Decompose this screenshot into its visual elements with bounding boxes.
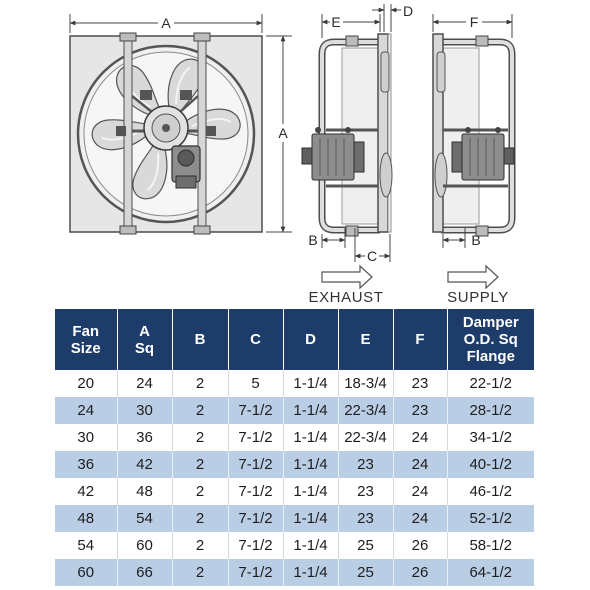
table-row [55, 505, 534, 532]
table-header [55, 309, 534, 370]
table-cell: 2 [172, 505, 228, 532]
arrow-right-icon [322, 266, 372, 288]
blade-profile [380, 153, 392, 197]
table-cell: 2 [172, 397, 228, 424]
table-cell: 23 [338, 505, 393, 532]
supply-indicator [447, 266, 509, 306]
table-cell: 2 [172, 451, 228, 478]
table-cell: 24 [393, 478, 447, 505]
table-cell: 48 [55, 505, 117, 532]
table-cell: 1-1/4 [283, 505, 338, 532]
table-cell: 22-1/2 [447, 370, 534, 397]
table-cell: 46-1/2 [447, 478, 534, 505]
table-cell: 42 [117, 451, 172, 478]
rail-cap [194, 33, 210, 41]
dimension-d [372, 3, 413, 32]
table-cell: 2 [172, 532, 228, 559]
header-row [55, 309, 534, 370]
header-e: E [338, 309, 393, 370]
dimension-a-height [266, 36, 292, 232]
table-cell: 36 [117, 424, 172, 451]
table-cell: 24 [117, 370, 172, 397]
header-a-sq: A Sq [117, 309, 172, 370]
table-cell: 2 [172, 424, 228, 451]
table-cell: 26 [393, 559, 447, 586]
supply-side-view [433, 14, 514, 248]
table-cell: 24 [55, 397, 117, 424]
table-cell: 18-3/4 [338, 370, 393, 397]
table-cell: 54 [117, 505, 172, 532]
bracket [476, 36, 488, 46]
header-fan-size: Fan Size [55, 309, 117, 370]
header-c: C [228, 309, 283, 370]
supply-label: SUPPLY [447, 289, 509, 306]
table-cell: 42 [55, 478, 117, 505]
table-cell: 60 [55, 559, 117, 586]
dimension-label-c: C [366, 248, 378, 264]
table-cell: 22-3/4 [338, 397, 393, 424]
dimension-label-f: F [469, 14, 479, 30]
table-cell: 5 [228, 370, 283, 397]
table-cell: 2 [172, 478, 228, 505]
table-cell: 52-1/2 [447, 505, 534, 532]
table-row [55, 451, 534, 478]
table-cell: 64-1/2 [447, 559, 534, 586]
table-cell: 60 [117, 532, 172, 559]
table-cell: 1-1/4 [283, 451, 338, 478]
table-cell: 66 [117, 559, 172, 586]
header-b: B [172, 309, 228, 370]
rail-cap [120, 33, 136, 41]
table-cell: 7-1/2 [228, 424, 283, 451]
front-view [70, 14, 292, 234]
blade-profile [435, 153, 447, 197]
dimension-label-b-supply: B [471, 232, 481, 248]
table-cell: 1-1/4 [283, 478, 338, 505]
table-row [55, 397, 534, 424]
table-cell: 36 [55, 451, 117, 478]
rail-right [198, 38, 206, 230]
fan-hub [144, 106, 188, 150]
table-cell: 23 [393, 370, 447, 397]
header-damper-flange: Damper O.D. Sq Flange [447, 309, 534, 370]
table-cell: 7-1/2 [228, 559, 283, 586]
motor [172, 146, 200, 188]
table-cell: 1-1/4 [283, 424, 338, 451]
table-cell: 48 [117, 478, 172, 505]
table-cell: 1-1/4 [283, 532, 338, 559]
dimension-table [55, 309, 534, 586]
table-cell: 54 [55, 532, 117, 559]
dimension-a-width [70, 14, 262, 33]
exhaust-label: EXHAUST [308, 289, 384, 306]
table-cell: 30 [117, 397, 172, 424]
table-cell: 30 [55, 424, 117, 451]
table-cell: 23 [338, 451, 393, 478]
bracket [140, 90, 152, 100]
table-cell: 24 [393, 505, 447, 532]
blade-profile [437, 52, 445, 92]
table-row [55, 370, 534, 397]
table-cell: 7-1/2 [228, 397, 283, 424]
table-cell: 25 [338, 532, 393, 559]
table-cell: 23 [393, 397, 447, 424]
exhaust-indicator [308, 266, 383, 306]
bracket [180, 90, 192, 100]
dimension-e [322, 14, 380, 38]
bracket [206, 126, 216, 136]
table-cell: 7-1/2 [228, 532, 283, 559]
table-cell: 1-1/4 [283, 559, 338, 586]
table-cell: 7-1/2 [228, 505, 283, 532]
table-cell: 26 [393, 532, 447, 559]
table-cell: 20 [55, 370, 117, 397]
table-cell: 28-1/2 [447, 397, 534, 424]
table-cell: 40-1/2 [447, 451, 534, 478]
table-row [55, 559, 534, 586]
table-row [55, 424, 534, 451]
exhaust-side-view [302, 3, 413, 264]
rail-cap [120, 226, 136, 234]
table-cell: 34-1/2 [447, 424, 534, 451]
table-cell: 58-1/2 [447, 532, 534, 559]
table-cell: 2 [172, 370, 228, 397]
bracket [346, 36, 358, 46]
table-cell: 7-1/2 [228, 478, 283, 505]
table-cell: 1-1/4 [283, 397, 338, 424]
header-d: D [283, 309, 338, 370]
rail-cap [194, 226, 210, 234]
bracket [116, 126, 126, 136]
dimension-label-e: E [331, 14, 341, 30]
dimension-label-a-height: A [278, 125, 288, 141]
table-body [55, 370, 534, 586]
table-cell: 7-1/2 [228, 451, 283, 478]
header-f: F [393, 309, 447, 370]
table-row [55, 478, 534, 505]
arrow-right-icon [448, 266, 498, 288]
table-cell: 24 [393, 451, 447, 478]
blade-profile [381, 52, 389, 92]
table-cell: 25 [338, 559, 393, 586]
table-cell: 24 [393, 424, 447, 451]
table-cell: 22-3/4 [338, 424, 393, 451]
table-cell: 1-1/4 [283, 370, 338, 397]
dimension-f [433, 14, 512, 38]
dimension-label-d: D [403, 3, 414, 19]
dimension-label-b-exhaust: B [308, 232, 318, 248]
table-row [55, 532, 534, 559]
table-cell: 2 [172, 559, 228, 586]
bracket [346, 226, 358, 236]
dimension-label-a-width: A [161, 15, 171, 31]
table-cell: 23 [338, 478, 393, 505]
